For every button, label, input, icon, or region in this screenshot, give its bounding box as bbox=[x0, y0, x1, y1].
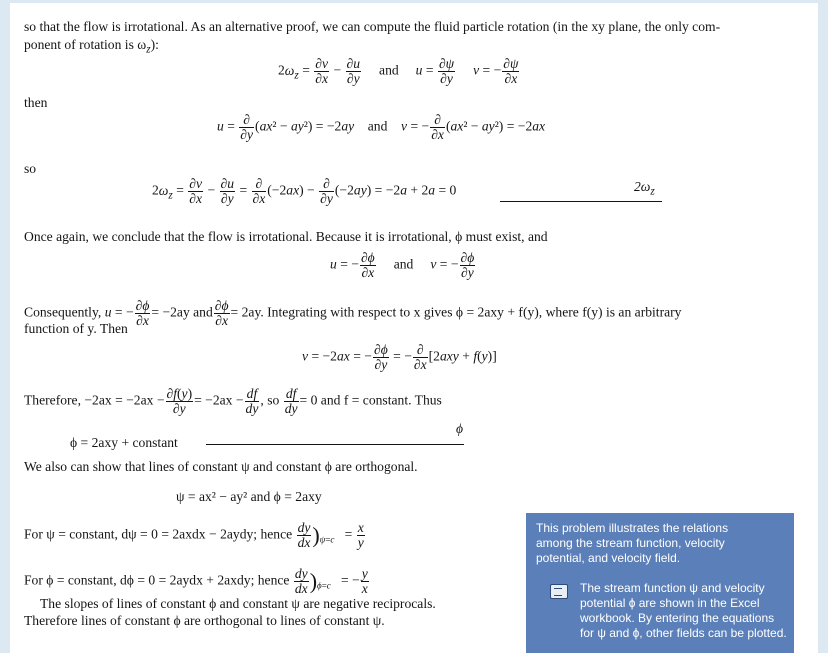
result-label: ϕ bbox=[456, 421, 464, 436]
equation-rotation-def: $2\omega_z$ = $\frac{\partial v}{\partial x}$ − $\frac{\partial u}{\partial y}$ and u = $\frac{\partial\psi}{\partial y}$ v = − $\frac{\partial\psi}{\partial x}$ bbox=[278, 56, 519, 86]
paragraph-conclusion: Once again, we conclude that the flow is irrotational. Because it is irrotational, ϕ must exist, and bbox=[24, 229, 548, 244]
paragraph-line: function of y. Then bbox=[24, 321, 128, 336]
paragraph-slopes: Therefore lines of constant ϕ are orthogonal to lines of constant ψ. bbox=[24, 613, 385, 628]
paragraph-line: so that the flow is irrotational. As an alternative proof, we can compute the fluid particle rotation (in the xy plane, the only com- bbox=[24, 19, 721, 34]
paragraph-consequently: Consequently, u = − $\frac{\partial\phi}{\partial x}$ = −2ay and $\frac{\partial\phi}{\partial x}$ = 2ay. Integrating with respect to x gives ϕ = 2axy + f(y), where f(y) is an arbitrary bbox=[24, 298, 682, 328]
paragraph-for-phi: For ϕ = constant, dϕ = 0 = 2aydx + 2axdy; hence $\frac{dy}{dx}$ )$_{\phi=c}$ = − $\frac{y}{x}$ bbox=[24, 566, 368, 596]
sidebar-note-box bbox=[526, 513, 794, 653]
paragraph-for-psi: For ψ = constant, dψ = 0 = 2axdx − 2aydy; hence $\frac{dy}{dx}$ )$_{\psi=c}$ = $\frac{x}{y}$ bbox=[24, 520, 364, 550]
paragraph-then: then bbox=[24, 95, 48, 110]
paragraph-orthogonal: We also can show that lines of constant ψ and constant ϕ are orthogonal. bbox=[24, 459, 418, 474]
equation-rotation-zero: $2\omega_z$ = $\frac{\partial v}{\partial x}$ − $\frac{\partial u}{\partial y}$ = $\frac{\partial}{\partial x}$ (−2ax) − $\frac{\partial}{\partial y}$ (−2ay) = −2a + 2a = 0 bbox=[152, 176, 457, 206]
equation-velocity: u = $\frac{\partial}{\partial y}$ (ax² − ay²) = −2ay and v = − $\frac{\partial}{\partial x}$ (ax² − ay²) = −2ax bbox=[217, 112, 546, 142]
result-label: $2\omega_z$ bbox=[634, 179, 655, 198]
paragraph-line: ponent of rotation is $\omega_z$): bbox=[24, 37, 159, 56]
equation-psi-phi: ψ = ax² − ay² and ϕ = 2axy bbox=[176, 489, 322, 504]
result-underline bbox=[500, 201, 662, 202]
result-underline bbox=[206, 444, 464, 445]
equation-phi-result: ϕ = 2axy + constant bbox=[70, 435, 178, 450]
equation-v-from-phi: v = −2ax = − $\frac{\partial\phi}{\partial y}$ = − $\frac{\partial}{\partial x}$ [2axy + f(y)] bbox=[302, 342, 497, 372]
paragraph-therefore: Therefore, −2ax = −2ax − $\frac{\partial f(y)}{\partial y}$ = −2ax − $\frac{df}{dy}$ , so $\frac{df}{dy}$ = 0 and f = constant. Thus bbox=[24, 386, 442, 416]
sidebar-note-text: This problem illustrates the relations among the stream function, velocity potential, and velocity field. bbox=[536, 521, 729, 565]
sidebar-excel-note: The stream function ψ and velocity potential ϕ are shown in the Excel workbook. By entering the equations for ψ and ϕ, other fields can be plotted. bbox=[580, 581, 787, 640]
excel-workbook-icon[interactable] bbox=[550, 584, 568, 599]
paragraph-so: so bbox=[24, 161, 37, 176]
paragraph-slopes: The slopes of lines of constant ϕ and constant ψ are negative reciprocals. bbox=[40, 596, 436, 611]
equation-potential-def: u = − $\frac{\partial\phi}{\partial x}$ and v = − $\frac{\partial\phi}{\partial y}$ bbox=[330, 250, 475, 280]
